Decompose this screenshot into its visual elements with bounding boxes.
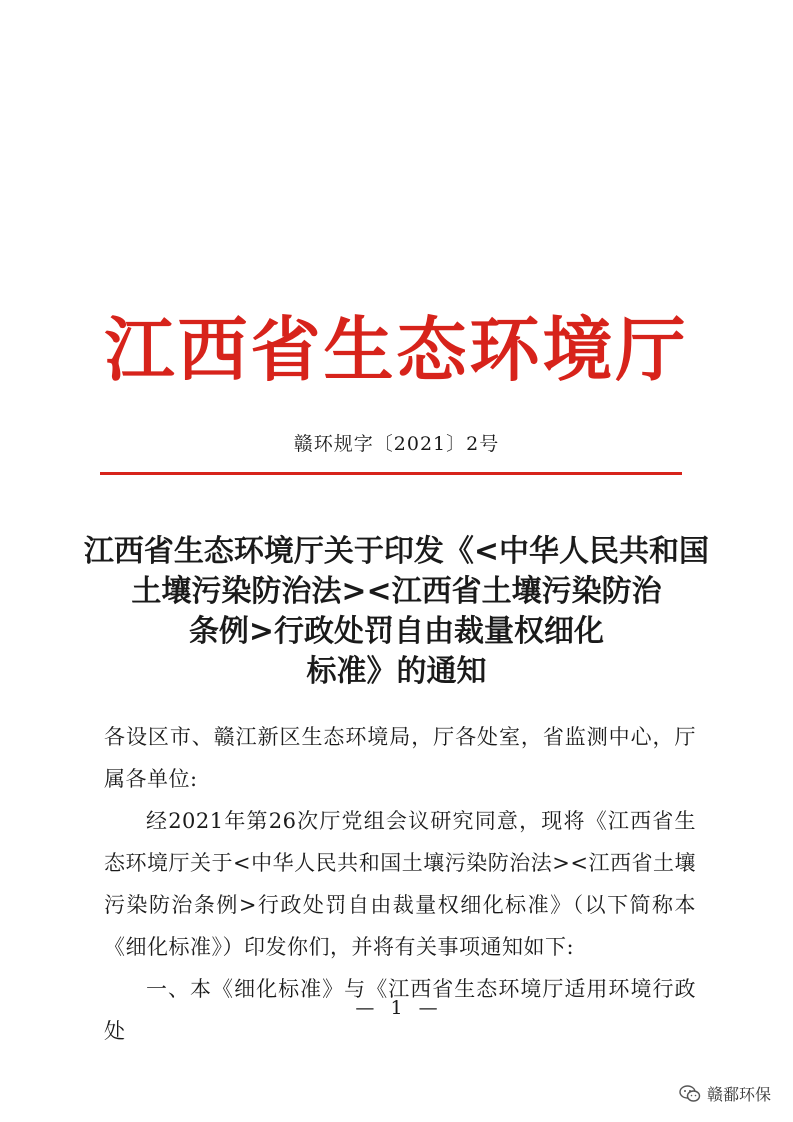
- notice-title-line: 土壤污染防治法><江西省土壤污染防治: [131, 574, 662, 609]
- addressee: 各设区市、赣江新区生态环境局，厅各处室，省监测中心，厅属各单位:: [104, 725, 696, 791]
- document-number: 赣环规字〔2021〕2号: [293, 433, 500, 455]
- paragraph: 经2021年第26次厅党组会议研究同意，现将《江西省生态环境厅关于<中华人民共和国土壤污染防治法><江西省土壤污染防治条例>行政处罚自由裁量权细化标准》（以下简称本《细化标准》）印发你们，并将有关事项通知如下:: [104, 809, 696, 959]
- page-dash-left: —: [355, 997, 375, 1019]
- wechat-icon: [679, 1085, 701, 1103]
- notice-title-line: 条例>行政处罚自由裁量权细化: [188, 614, 605, 649]
- paragraph: 一、本《细化标准》与《江西省生态环境厅适用环境行政处: [104, 977, 696, 1043]
- issuer-title: 江西省生态环境厅: [104, 309, 689, 391]
- red-divider: [100, 472, 682, 475]
- page-number: [0, 994, 793, 1022]
- notice-title-line: 江西省生态环境厅关于印发《<中华人民共和国: [83, 534, 710, 569]
- notice-title: [60, 532, 733, 692]
- page-number-value: 1: [390, 997, 403, 1019]
- notice-title-line: 标准》的通知: [306, 654, 487, 689]
- page-dash-right: —: [418, 997, 438, 1019]
- watermark-text: 赣鄱环保: [706, 1085, 771, 1104]
- watermark: [679, 1082, 771, 1105]
